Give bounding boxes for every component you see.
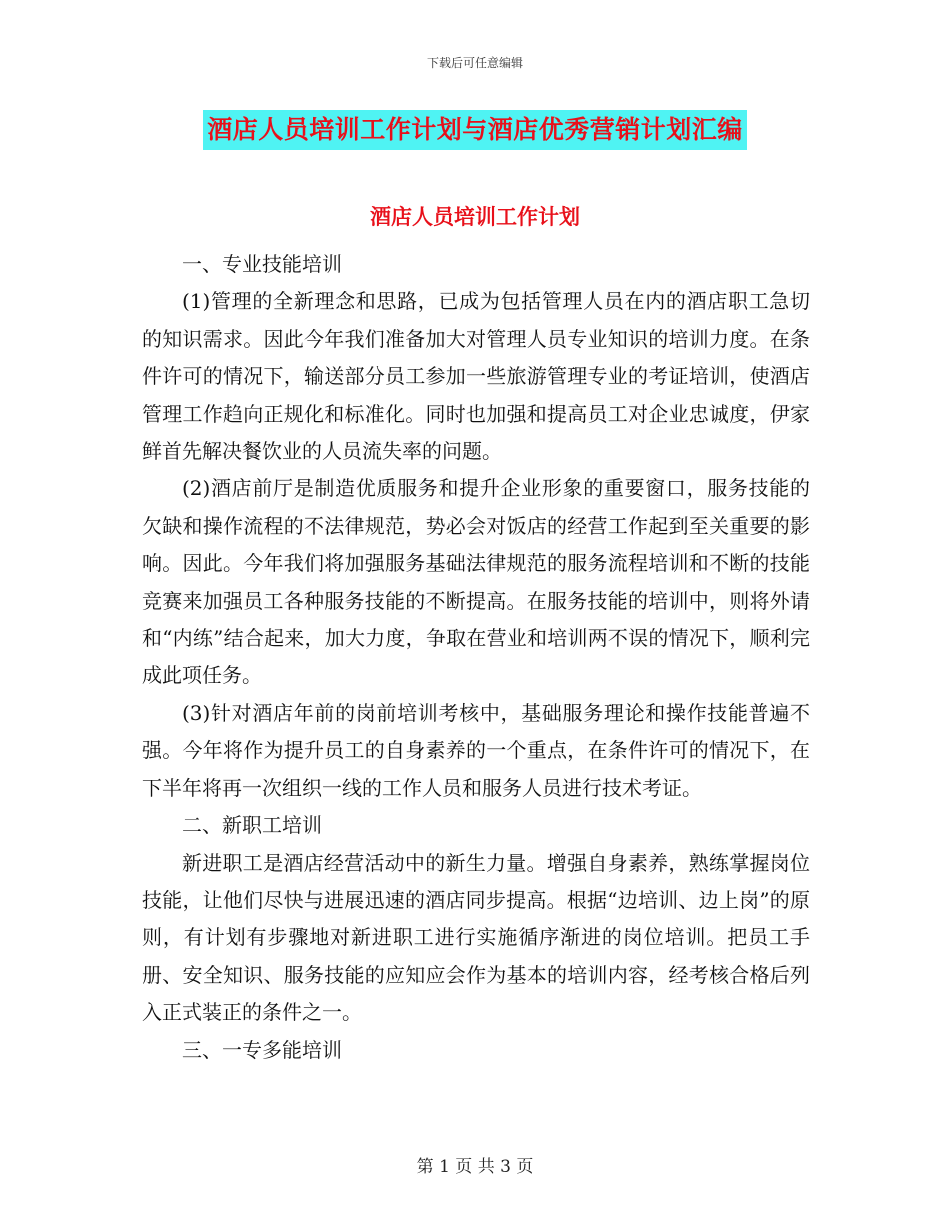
- paragraph: (1)管理的全新理念和思路，已成为包括管理人员在内的酒店职工急切的知识需求。因此今年我们准备加大对管理人员专业知识的培训力度。在条件许可的情况下，输送部分员工参加一些旅游管理专业的考证培训，使酒店管理工作趋向正规化和标准化。同时也加强和提高员工对企业忠诚度，伊家鲜首先解决餐饮业的人员流失率的问题。: [142, 289, 810, 464]
- paragraph: (3)针对酒店年前的岗前培训考核中，基础服务理论和操作技能普遍不强。今年将作为提升员工的自身素养的一个重点，在条件许可的情况下，在下半年将再一次组织一线的工作人员和服务人员进行技术考证。: [142, 700, 810, 800]
- heading-multi-skill-training: 三、一专多能培训: [182, 1037, 342, 1062]
- section-title: 酒店人员培训工作计划: [370, 204, 580, 229]
- header-note: 下载后可任意编辑: [426, 56, 523, 70]
- paragraph: 新进职工是酒店经营活动中的新生力量。增强自身素养，熟练掌握岗位技能，让他们尽快与进展迅速的酒店同步提高。根据“边培训、边上岗”的原则，有计划有步骤地对新进职工进行实施循序渐进的岗位培训。把员工手册、安全知识、服务技能的应知应会作为基本的培训内容，经考核合格后列入正式装正的条件之一。: [142, 850, 810, 1025]
- heading-professional-skills: 一、专业技能培训: [182, 252, 342, 276]
- doc-title-container: [0, 110, 950, 150]
- doc-title: 酒店人员培训工作计划与酒店优秀营销计划汇编: [203, 110, 747, 150]
- paragraph: (2)酒店前厅是制造优质服务和提升企业形象的重要窗口，服务技能的欠缺和操作流程的不法律规范，势必会对饭店的经营工作起到至关重要的影响。因此。今年我们将加强服务基础法律规范的服务流程培训和不断的技能竞赛来加强员工各种服务技能的不断提高。在服务技能的培训中，则将外请和“内练”结合起来，加大力度，争取在营业和培训两不误的情况下，顺利完成此项任务。: [142, 476, 810, 688]
- body-text: [142, 246, 810, 1069]
- heading-new-staff-training: 二、新职工培训: [182, 813, 322, 838]
- page-footer: 第 1 页 共 3 页: [416, 1157, 534, 1177]
